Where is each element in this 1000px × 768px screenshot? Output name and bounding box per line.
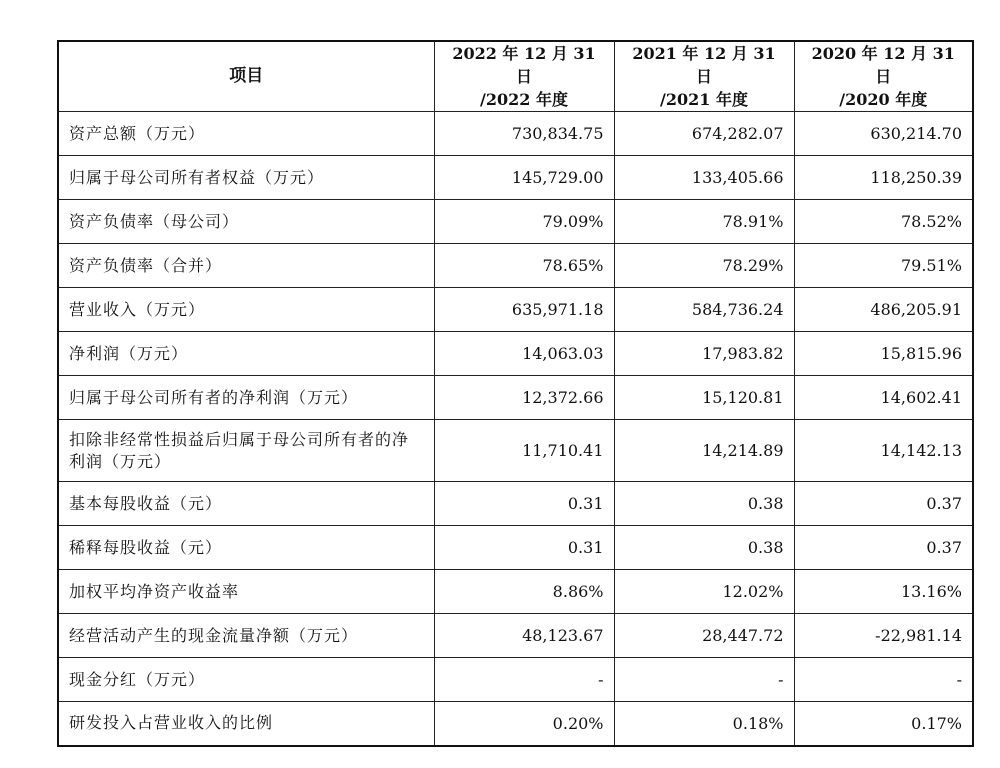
value-2021: - xyxy=(614,658,794,702)
value-2020: 0.37 xyxy=(794,526,973,570)
table-row xyxy=(58,112,973,156)
value-2020: 118,250.39 xyxy=(794,156,973,200)
value-2021: 12.02% xyxy=(614,570,794,614)
value-2022: 730,834.75 xyxy=(434,112,614,156)
value-2022: - xyxy=(434,658,614,702)
table-row xyxy=(58,526,973,570)
row-label: 经营活动产生的现金流量净额（万元） xyxy=(58,614,434,658)
header-2021 xyxy=(614,41,794,112)
value-2022: 635,971.18 xyxy=(434,288,614,332)
header-item: 项目 xyxy=(58,41,434,112)
table-row xyxy=(58,244,973,288)
header-2021-date: 2021 年 12 月 31 日 xyxy=(632,44,776,86)
table-row xyxy=(58,702,973,746)
row-label: 加权平均净资产收益率 xyxy=(58,570,434,614)
table-row xyxy=(58,156,973,200)
value-2020: 15,815.96 xyxy=(794,332,973,376)
value-2022: 78.65% xyxy=(434,244,614,288)
header-2020-year: /2020 年度 xyxy=(839,90,928,109)
value-2021: 78.29% xyxy=(614,244,794,288)
value-2020: -22,981.14 xyxy=(794,614,973,658)
value-2021: 14,214.89 xyxy=(614,420,794,482)
table-row xyxy=(58,420,973,482)
value-2021: 78.91% xyxy=(614,200,794,244)
value-2022: 8.86% xyxy=(434,570,614,614)
value-2021: 0.38 xyxy=(614,482,794,526)
table-row xyxy=(58,614,973,658)
value-2022: 79.09% xyxy=(434,200,614,244)
value-2021: 0.38 xyxy=(614,526,794,570)
value-2022: 0.31 xyxy=(434,482,614,526)
table-row xyxy=(58,482,973,526)
row-label: 扣除非经常性损益后归属于母公司所有者的净利润（万元） xyxy=(58,420,434,482)
table-row xyxy=(58,200,973,244)
row-label: 归属于母公司所有者的净利润（万元） xyxy=(58,376,434,420)
header-2022 xyxy=(434,41,614,112)
row-label: 资产负债率（合并） xyxy=(58,244,434,288)
value-2021: 17,983.82 xyxy=(614,332,794,376)
value-2021: 0.18% xyxy=(614,702,794,746)
value-2020: 0.17% xyxy=(794,702,973,746)
row-label: 研发投入占营业收入的比例 xyxy=(58,702,434,746)
value-2022: 48,123.67 xyxy=(434,614,614,658)
row-label: 稀释每股收益（元） xyxy=(58,526,434,570)
value-2022: 0.20% xyxy=(434,702,614,746)
table-row xyxy=(58,570,973,614)
value-2020: 630,214.70 xyxy=(794,112,973,156)
value-2021: 674,282.07 xyxy=(614,112,794,156)
row-label: 净利润（万元） xyxy=(58,332,434,376)
header-2021-year: /2021 年度 xyxy=(660,90,748,109)
value-2020: 13.16% xyxy=(794,570,973,614)
value-2020: 14,602.41 xyxy=(794,376,973,420)
row-label: 基本每股收益（元） xyxy=(58,482,434,526)
value-2020: 0.37 xyxy=(794,482,973,526)
row-label: 资产负债率（母公司） xyxy=(58,200,434,244)
value-2021: 584,736.24 xyxy=(614,288,794,332)
header-2020 xyxy=(794,41,973,112)
header-2022-date: 2022 年 12 月 31 日 xyxy=(452,44,596,86)
value-2021: 133,405.66 xyxy=(614,156,794,200)
row-label: 归属于母公司所有者权益（万元） xyxy=(58,156,434,200)
table-row xyxy=(58,288,973,332)
value-2021: 15,120.81 xyxy=(614,376,794,420)
value-2021: 28,447.72 xyxy=(614,614,794,658)
value-2022: 14,063.03 xyxy=(434,332,614,376)
row-label: 营业收入（万元） xyxy=(58,288,434,332)
value-2020: 486,205.91 xyxy=(794,288,973,332)
value-2020: 14,142.13 xyxy=(794,420,973,482)
table-row xyxy=(58,658,973,702)
table-row xyxy=(58,376,973,420)
value-2022: 11,710.41 xyxy=(434,420,614,482)
header-2022-year: /2022 年度 xyxy=(480,90,568,109)
value-2022: 12,372.66 xyxy=(434,376,614,420)
table-row xyxy=(58,332,973,376)
header-2020-date: 2020 年 12 月 31 日 xyxy=(811,44,955,86)
value-2022: 145,729.00 xyxy=(434,156,614,200)
row-label: 现金分红（万元） xyxy=(58,658,434,702)
header-row xyxy=(58,41,973,112)
value-2020: 78.52% xyxy=(794,200,973,244)
value-2020: 79.51% xyxy=(794,244,973,288)
row-label: 资产总额（万元） xyxy=(58,112,434,156)
financial-data-table xyxy=(57,40,974,747)
value-2020: - xyxy=(794,658,973,702)
value-2022: 0.31 xyxy=(434,526,614,570)
